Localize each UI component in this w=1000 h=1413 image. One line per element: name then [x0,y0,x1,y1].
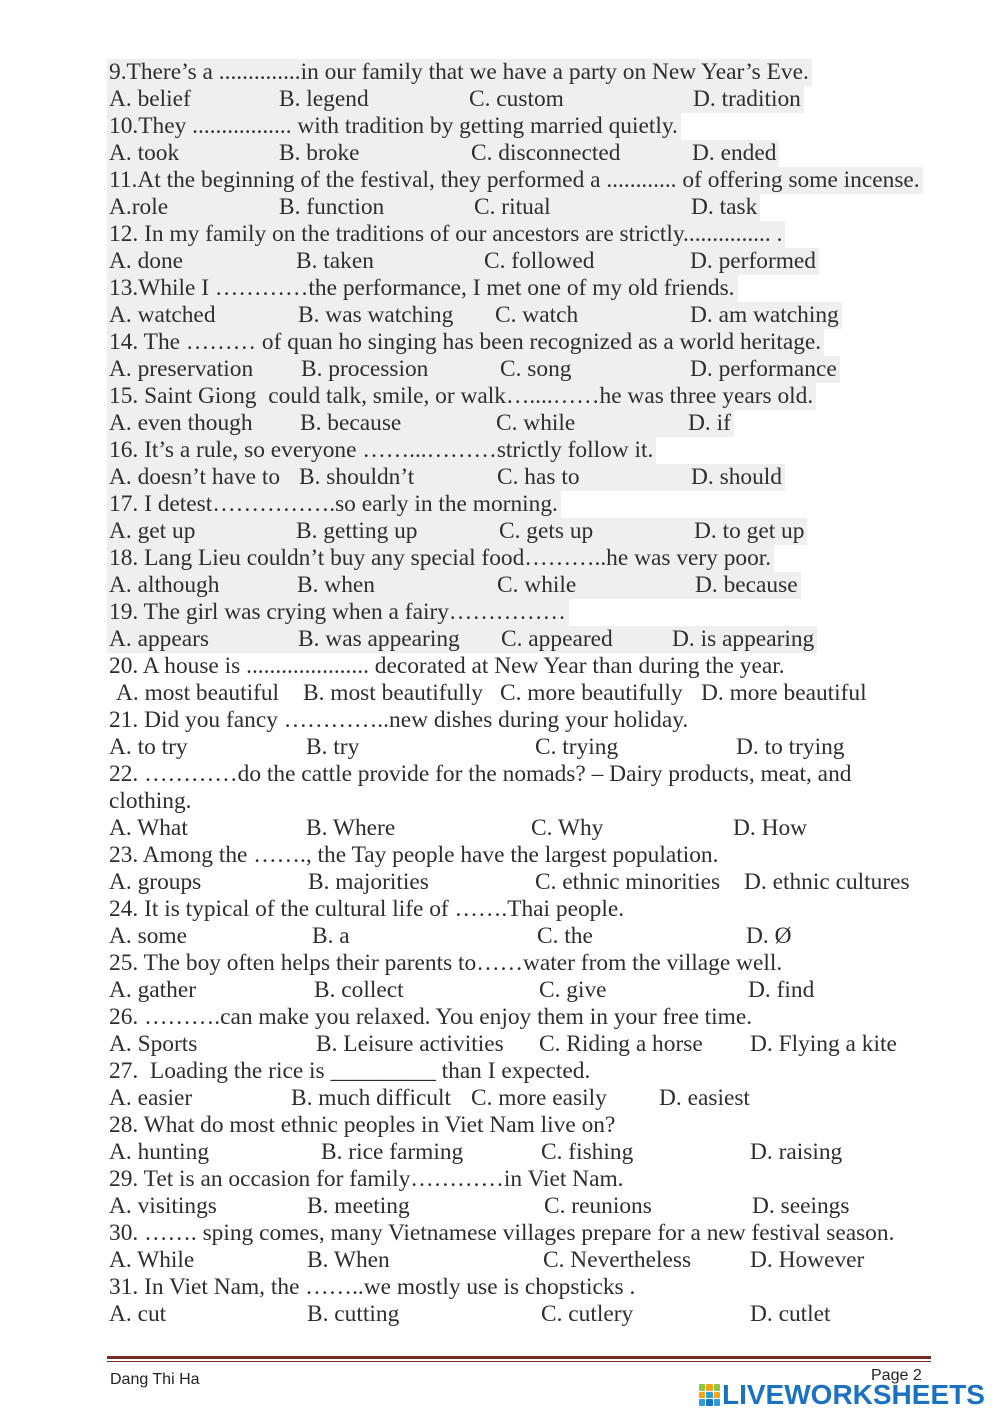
question-16-text: 16. It’s a rule, so everyone ……...………strictly follow it. [107,437,656,464]
question-16-options [107,464,785,491]
question-30-option-c[interactable]: C. Nevertheless [543,1247,692,1273]
question-29-option-d[interactable]: D. seeings [752,1193,850,1219]
question-25-option-d[interactable]: D. find [748,977,815,1003]
question-17-option-c[interactable]: C. gets up [499,518,594,544]
question-16-option-a[interactable]: A. doesn’t have to [109,464,281,490]
question-11 [109,167,989,221]
question-30-option-b[interactable]: B. When [307,1247,390,1273]
question-25-text: 25. The boy often helps their parents to……water from the village well. [109,950,783,976]
question-29-option-b[interactable]: B. meeting [307,1193,410,1219]
question-31-options [109,1301,831,1328]
question-13-option-b[interactable]: B. was watching [298,302,454,328]
question-31-option-c[interactable]: C. cutlery [541,1301,634,1327]
question-30-option-d[interactable]: D. However [750,1247,865,1273]
question-19-option-c[interactable]: C. appeared [501,626,613,652]
question-17 [109,491,989,545]
question-20-option-a[interactable]: A. most beautiful [116,680,280,706]
question-19 [109,599,989,653]
question-14-option-d[interactable]: D. performance [690,356,837,382]
question-27 [109,1058,989,1112]
question-22-option-c[interactable]: C. Why [531,815,604,841]
question-9-options [107,86,804,113]
question-28-text: 28. What do most ethnic peoples in Viet Nam live on? [109,1112,616,1138]
question-26-option-c[interactable]: C. Riding a horse [539,1031,703,1057]
question-15-option-a[interactable]: A. even though [109,410,253,436]
question-9-option-b[interactable]: B. legend [279,86,369,112]
question-14-options [107,356,840,383]
question-12-text: 12. In my family on the traditions of our ancestors are strictly............... . [107,221,785,248]
question-12-option-b[interactable]: B. taken [296,248,374,274]
question-20-options [109,680,867,707]
question-22 [109,761,989,842]
question-29-option-a[interactable]: A. visitings [109,1193,217,1219]
question-18-option-b[interactable]: B. when [297,572,375,598]
question-28-option-a[interactable]: A. hunting [109,1139,210,1165]
question-31-option-d[interactable]: D. cutlet [750,1301,831,1327]
question-21-option-c[interactable]: C. trying [535,734,619,760]
question-13-option-a[interactable]: A. watched [109,302,216,328]
question-20-text: 20. A house is ..................... decorated at New Year than during the year. [109,653,785,679]
question-23 [109,842,989,896]
question-13 [109,275,989,329]
question-24-text: 24. It is typical of the cultural life of …….Thai people. [109,896,625,922]
footer-rule-thin [107,1361,931,1362]
question-23-text: 23. Among the ……., the Tay people have the largest population. [109,842,719,868]
footer-rule-thick [107,1356,931,1359]
question-27-options [109,1085,750,1112]
question-26-option-a[interactable]: A. Sports [109,1031,198,1057]
question-10-option-d[interactable]: D. ended [692,140,777,166]
question-12-option-a[interactable]: A. done [109,248,184,274]
question-12-option-d[interactable]: D. performed [690,248,816,274]
question-15 [109,383,989,437]
question-29-options [109,1193,849,1220]
question-18-option-a[interactable]: A. although [109,572,220,598]
question-19-option-d[interactable]: D. is appearing [672,626,815,652]
question-24 [109,896,989,950]
question-27-option-a[interactable]: A. easier [109,1085,193,1111]
question-26-option-b[interactable]: B. Leisure activities [316,1031,504,1057]
question-21-options [109,734,845,761]
question-29-text: 29. Tet is an occasion for family…………in Viet Nam. [109,1166,624,1192]
question-14-option-a[interactable]: A. preservation [109,356,254,382]
footer-author: Dang Thi Ha [110,1371,200,1388]
question-19-option-b[interactable]: B. was appearing [298,626,460,652]
question-13-option-c[interactable]: C. watch [495,302,579,328]
question-24-option-b[interactable]: B. a [312,923,350,949]
question-22-text: 22. …………do the cattle provide for the nomads? – Dairy products, meat, and [109,761,852,787]
question-23-option-b[interactable]: B. majorities [308,869,429,895]
question-22-text-continued: clothing. [109,788,192,814]
question-9-option-a[interactable]: A. belief [109,86,191,112]
question-20 [109,653,989,707]
question-18-options [107,572,801,599]
question-18 [109,545,989,599]
page-number: Page 2 [871,1367,922,1384]
question-18-text: 18. Lang Lieu couldn’t buy any special food………..he was very poor. [107,545,774,572]
question-25-option-a[interactable]: A. gather [109,977,197,1003]
question-14-option-b[interactable]: B. procession [301,356,429,382]
question-31 [109,1274,989,1328]
question-21-option-d[interactable]: D. to trying [736,734,845,760]
question-28-option-d[interactable]: D. raising [750,1139,843,1165]
question-10-option-c[interactable]: C. disconnected [471,140,621,166]
question-22-option-a[interactable]: A. What [109,815,188,841]
question-31-option-a[interactable]: A. cut [109,1301,167,1327]
question-11-option-b[interactable]: B. function [279,194,385,220]
question-24-option-a[interactable]: A. some [109,923,187,949]
question-9 [109,59,989,113]
question-13-options [107,302,842,329]
question-9-option-d[interactable]: D. tradition [693,86,801,112]
question-18-option-c[interactable]: C. while [497,572,577,598]
question-10-option-a[interactable]: A. took [109,140,180,166]
question-9-text: 9.There’s a ..............in our family that we have a party on New Year’s Eve. [107,59,812,86]
question-9-option-c[interactable]: C. custom [469,86,564,112]
question-30-options [109,1247,864,1274]
question-20-option-c[interactable]: C. more beautifully [500,680,683,706]
question-12-option-c[interactable]: C. followed [484,248,595,274]
question-25-option-c[interactable]: C. give [539,977,607,1003]
question-14-text: 14. The ……… of quan ho singing has been recognized as a world heritage. [107,329,824,356]
question-28 [109,1112,989,1166]
question-10-option-b[interactable]: B. broke [279,140,360,166]
question-13-text: 13.While I …………the performance, I met one of my old friends. [107,275,738,302]
question-30-text: 30. ……. sping comes, many Vietnamese villages prepare for a new festival season. [109,1220,895,1246]
question-17-option-b[interactable]: B. getting up [296,518,418,544]
question-23-option-c[interactable]: C. ethnic minorities [535,869,721,895]
question-28-option-c[interactable]: C. fishing [541,1139,634,1165]
question-23-options [109,869,910,896]
question-17-options [107,518,807,545]
question-14 [109,329,989,383]
question-10 [109,113,989,167]
worksheet-content [109,59,989,1328]
question-23-option-a[interactable]: A. groups [109,869,202,895]
question-20-option-b[interactable]: B. most beautifully [303,680,483,706]
liveworksheets-logo-text: LIVEWORKSHEETS [722,1379,985,1410]
question-31-option-b[interactable]: B. cutting [307,1301,400,1327]
question-24-option-d[interactable]: D. Ø [746,923,792,949]
question-22-option-b[interactable]: B. Where [306,815,396,841]
question-15-options [107,410,734,437]
question-24-option-c[interactable]: C. the [537,923,593,949]
question-27-text: 27. Loading the rice is _________ than I expected. [109,1058,591,1084]
question-19-options [107,626,817,653]
question-19-option-a[interactable]: A. appears [109,626,210,652]
question-26-options [109,1031,897,1058]
question-22-option-d[interactable]: D. How [733,815,808,841]
question-15-option-c[interactable]: C. while [496,410,576,436]
question-26-text: 26. ……….can make you relaxed. You enjoy them in your free time. [109,1004,753,1030]
question-15-option-d[interactable]: D. if [688,410,731,436]
question-23-option-d[interactable]: D. ethnic cultures [744,869,910,895]
question-15-text: 15. Saint Giong could talk, smile, or walk…....……he was three years old. [107,383,816,410]
question-22-options [109,815,807,842]
question-16-option-b[interactable]: B. shouldn’t [299,464,415,490]
question-14-option-c[interactable]: C. song [500,356,572,382]
question-21-text: 21. Did you fancy …………..new dishes during your holiday. [109,707,689,733]
question-21-option-a[interactable]: A. to try [109,734,188,760]
question-29 [109,1166,989,1220]
question-29-option-c[interactable]: C. reunions [544,1193,652,1219]
question-17-text: 17. I detest…………….so early in the morning. [107,491,561,518]
question-15-option-b[interactable]: B. because [300,410,402,436]
question-10-text: 10.They ................. with tradition by getting married quietly. [107,113,681,140]
question-16-option-c[interactable]: C. has to [497,464,580,490]
question-26-option-d[interactable]: D. Flying a kite [750,1031,897,1057]
question-16 [109,437,989,491]
question-11-option-c[interactable]: C. ritual [474,194,551,220]
question-19-text: 19. The girl was crying when a fairy…………… [107,599,569,626]
question-17-option-d[interactable]: D. to get up [694,518,805,544]
question-17-option-a[interactable]: A. get up [109,518,196,544]
question-30 [109,1220,989,1274]
question-24-options [109,923,791,950]
question-11-option-a[interactable]: A.role [109,194,169,220]
question-21-option-b[interactable]: B. try [306,734,360,760]
liveworksheets-logo-icon [699,1384,720,1406]
question-25 [109,950,989,1004]
question-27-option-c[interactable]: C. more easily [471,1085,607,1111]
question-28-option-b[interactable]: B. rice farming [321,1139,464,1165]
question-20-option-d[interactable]: D. more beautiful [701,680,867,706]
question-31-text: 31. In Viet Nam, the ……..we mostly use is chopsticks . [109,1274,636,1300]
question-28-options [109,1139,842,1166]
question-27-option-d[interactable]: D. easiest [659,1085,750,1111]
question-10-options [107,140,779,167]
question-25-options [109,977,814,1004]
question-11-options [107,194,760,221]
question-11-option-d[interactable]: D. task [691,194,758,220]
question-11-text: 11.At the beginning of the festival, they performed a ............ of offering some incense. [107,167,923,194]
question-18-option-d[interactable]: D. because [695,572,798,598]
question-30-option-a[interactable]: A. While [109,1247,195,1273]
question-12-options [107,248,819,275]
question-12 [109,221,989,275]
question-27-option-b[interactable]: B. much difficult [291,1085,452,1111]
question-13-option-d[interactable]: D. am watching [690,302,839,328]
question-25-option-b[interactable]: B. collect [314,977,404,1003]
question-26 [109,1004,989,1058]
question-21 [109,707,989,761]
question-16-option-d[interactable]: D. should [691,464,782,490]
